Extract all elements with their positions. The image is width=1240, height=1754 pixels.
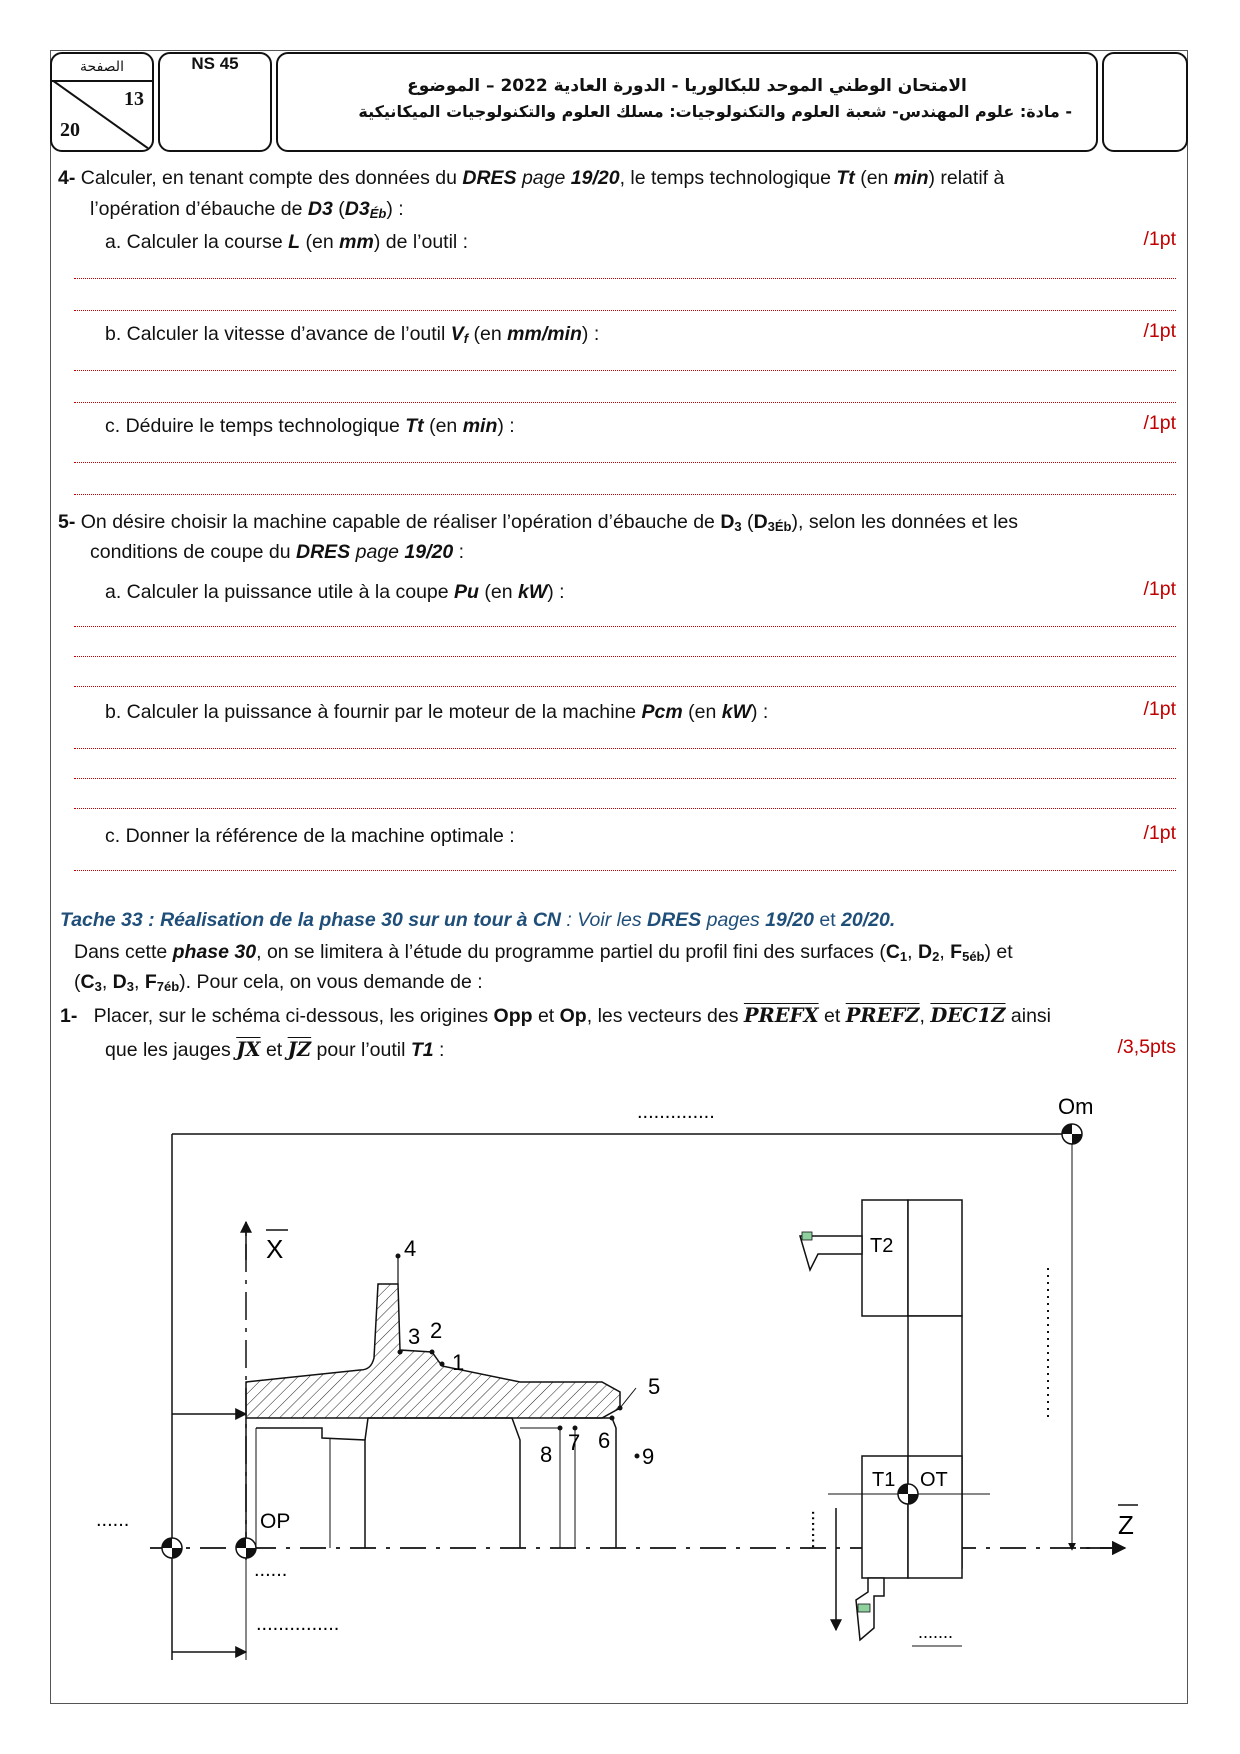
exam-subject: - مادة: علوم المهندس- شعبة العلوم والتكنولوجيات: مسلك العلوم والتكنولوجيات الميكانيكية: [358, 102, 1072, 121]
blank-top[interactable]: ..............: [637, 1101, 715, 1123]
t2-label: T2: [870, 1235, 894, 1257]
opp-origin-icon: [162, 1538, 182, 1558]
q5a-points: /1pt: [1143, 578, 1176, 600]
point-9-label: 9: [642, 1444, 655, 1469]
blank-jz[interactable]: .......: [918, 1622, 954, 1642]
point-3-marker: [398, 1350, 403, 1355]
exam-code: NS 45: [158, 52, 272, 152]
tache-intro-line1: Dans cette phase 30, on se limitera à l’étude du programme partiel du profil fini des surfaces ($C_1$, $D_2$, $F_{5éb}$) et: [74, 941, 1013, 964]
point-2-label: 2: [430, 1318, 443, 1343]
point-1-label: 1: [452, 1350, 465, 1375]
q5-line1: 5- On désire choisir la machine capable de réaliser l’opération d’ébauche de $D_3$ $(D_{3Éb})$, selon les données et les: [58, 511, 1019, 534]
point-6-marker: [610, 1416, 615, 1421]
blank-bottom[interactable]: ...............: [256, 1613, 340, 1635]
q5-line2: conditions de coupe du DRES page 19/20 :: [90, 541, 465, 563]
q4a-points: /1pt: [1143, 228, 1176, 250]
point-8-label: 8: [540, 1442, 553, 1467]
om-origin-icon: [1062, 1124, 1082, 1144]
point-4-label: 4: [404, 1236, 417, 1261]
workpiece-bore: [365, 1418, 520, 1548]
q5b-points: /1pt: [1143, 698, 1176, 720]
page-total: 20: [60, 119, 80, 141]
t1-label: T1: [872, 1469, 896, 1491]
q4b: b. Calculer la vitesse d’avance de l’outil $V_f$ (en mm/min) :: [105, 323, 600, 346]
tache-intro-line2: ($C_3$, $D_3$, $F_{7éb}$). Pour cela, on vous demande de :: [74, 971, 483, 994]
q1-line1: 1- Placer, sur le schéma ci-dessous, les origines Opp et Op, les vecteurs des PREFX et PREFZ, DEC1Z ainsi: [60, 1004, 1052, 1027]
x-axis-label: X: [266, 1234, 284, 1264]
q4a: a. Calculer la course L (en mm) de l’outil :: [105, 231, 469, 253]
q1-points: /3,5pts: [1117, 1036, 1176, 1058]
op-origin-icon: [236, 1538, 256, 1558]
point-6-label: 6: [598, 1428, 611, 1453]
q4b-points: /1pt: [1143, 320, 1176, 342]
point-8-marker: [558, 1426, 563, 1431]
point-4-marker: [396, 1254, 401, 1259]
q4-line2: l’opération d’ébauche de D3 $(D3_{Éb})$ :: [90, 198, 404, 221]
point-1-marker: [440, 1362, 445, 1367]
page-number: 13: [124, 88, 144, 110]
z-axis-label: Z: [1118, 1510, 1134, 1540]
op-label: OP: [260, 1510, 291, 1533]
t2-tool-icon: [800, 1236, 862, 1270]
tache-33-heading: Tache 33 : Réalisation de la phase 30 sur un tour à CN : Voir les DRES pages 19/20 et 20/20.: [60, 909, 896, 931]
point-7-label: 7: [568, 1430, 581, 1455]
ot-origin-icon: [898, 1484, 918, 1504]
q4c-points: /1pt: [1143, 412, 1176, 434]
q5b: b. Calculer la puissance à fournir par le moteur de la machine Pcm (en kW) :: [105, 701, 769, 723]
blank-left[interactable]: ......: [96, 1509, 130, 1531]
blank-jx[interactable]: .......: [807, 1510, 829, 1549]
q5a: a. Calculer la puissance utile à la coupe Pu (en kW) :: [105, 581, 565, 603]
turret-t2-holder: [862, 1200, 908, 1316]
om-label: Om: [1058, 1094, 1094, 1119]
ot-label: OT: [920, 1469, 948, 1491]
blank-below-op[interactable]: ......: [254, 1559, 288, 1581]
point-2-marker: [430, 1350, 435, 1355]
point-3-label: 3: [408, 1324, 421, 1349]
q4c: c. Déduire le temps technologique Tt (en min) :: [105, 415, 515, 437]
point-9-marker: [635, 1454, 640, 1459]
turret-block-upper: [908, 1200, 962, 1316]
q5c-points: /1pt: [1143, 822, 1176, 844]
page-label: الصفحة: [52, 54, 152, 82]
q5c: c. Donner la référence de la machine optimale :: [105, 825, 515, 847]
exam-title: الامتحان الوطني الموحد للبكالوريا - الدورة العادية 2022 – الموضوع: [407, 76, 967, 96]
q1-line2: que les jauges $\overline{JX}$ et $\overline{JZ}$ pour l’outil T1 :: [105, 1038, 445, 1061]
q4-line1: 4- Calculer, en tenant compte des données du DRES page 19/20, le temps technologique Tt (en min) relatif à: [58, 167, 1005, 189]
point-5-label: 5: [648, 1374, 661, 1399]
